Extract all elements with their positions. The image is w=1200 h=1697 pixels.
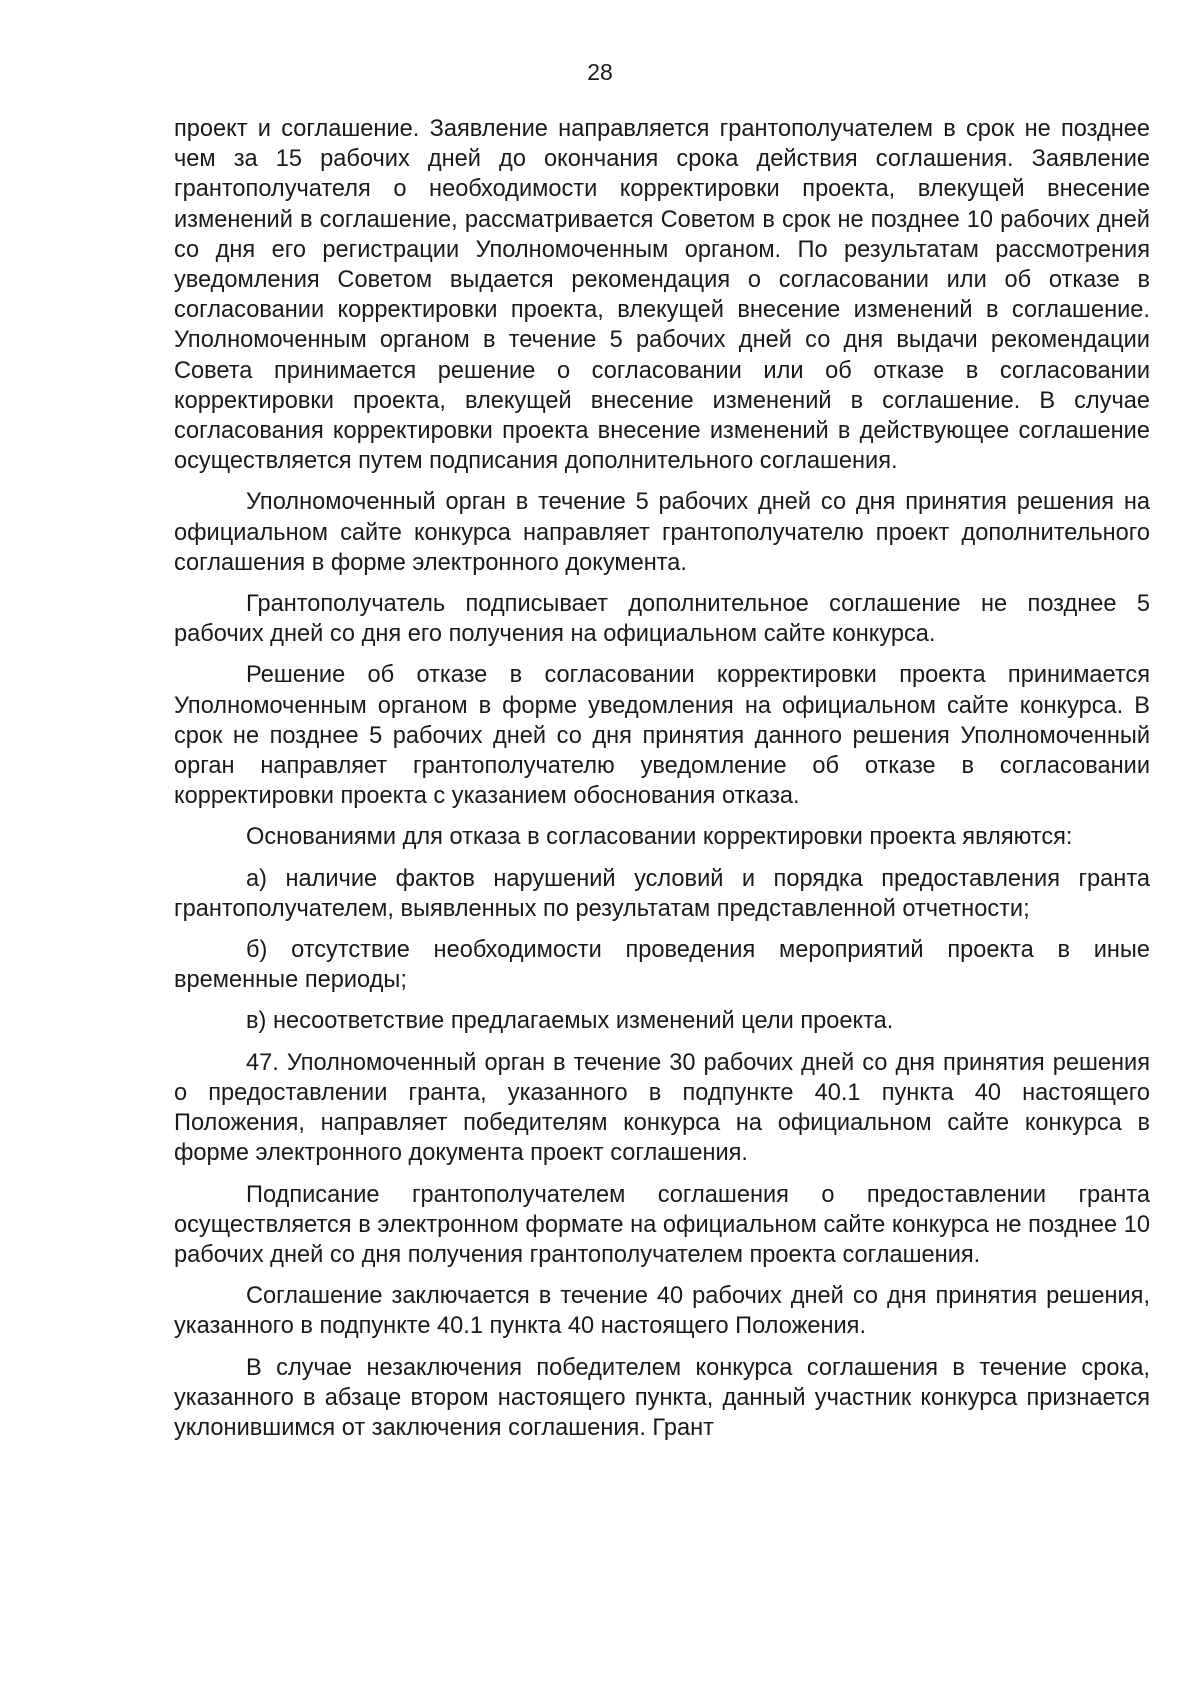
paragraph-continuation: проект и соглашение. Заявление направляется грантополучателем в срок не позднее чем за 15 рабочих дней до окончания срока действия соглашения. Заявление грантополучателя о необходимости корректировки проекта, влекущей внесение изменений в соглашение, рассматривается Советом в срок не позднее 10 рабочих дней со дня его регистрации Уполномоченным органом. По результатам рассмотрения уведомления Советом выдается рекомендация о согласовании или об отказе в согласовании корректировки проекта, влекущей внесение изменений в соглашение. Уполномоченным органом в течение 5 рабочих дней со дня выдачи рекомендации Совета принимается решение о согласовании или об отказе в согласовании корректировки проекта, влекущей внесение изменений в соглашение. В случае согласования корректировки проекта внесение изменений в действующее соглашение осуществляется путем подписания дополнительного соглашения. <box>174 116 1150 475</box>
page-number: 28 <box>587 59 613 85</box>
paragraph-additional-agreement-signing: Грантополучатель подписывает дополнительное соглашение не позднее 5 рабочих дней со дня его получения на официальном сайте конкурса. <box>174 591 1150 648</box>
list-item-b: б) отсутствие необходимости проведения мероприятий проекта в иные временные периоды; <box>174 937 1150 994</box>
paragraph-non-conclusion: В случае незаключения победителем конкурса соглашения в течение срока, указанного в абзаце втором настоящего пункта, данный участник конкурса признается уклонившимся от заключения соглашения. Грант <box>174 1354 1150 1441</box>
paragraph-agreement-conclusion: Соглашение заключается в течение 40 рабочих дней со дня принятия решения, указанного в подпункте 40.1 пункта 40 настоящего Положения. <box>174 1283 1150 1340</box>
paragraph-refusal-grounds: Основаниями для отказа в согласовании корректировки проекта являются: <box>246 824 1073 851</box>
paragraph-refusal-decision: Решение об отказе в согласовании корректировки проекта принимается Уполномоченным органом в форме уведомления на официальном сайте конкурса. В срок не позднее 5 рабочих дней со дня принятия данного решения Уполномоченный орган направляет грантополучателю уведомление об отказе в согласовании корректировки проекта с указанием обоснования отказа. <box>174 662 1150 810</box>
paragraph-agreement-signing: Подписание грантополучателем соглашения о предоставлении гранта осуществляется в электронном формате на официальном сайте конкурса не позднее 10 рабочих дней со дня получения грантополучателем проекта соглашения. <box>174 1181 1150 1268</box>
list-item-v: в) несоответствие предлагаемых изменений цели проекта. <box>246 1008 894 1035</box>
paragraph-clause-47: 47. Уполномоченный орган в течение 30 рабочих дней со дня принятия решения о предоставлении гранта, указанного в подпункте 40.1 пункта 40 настоящего Положения, направляет победителям конкурса на официальном сайте конкурса в форме электронного документа проект соглашения. <box>174 1049 1150 1167</box>
list-item-a: а) наличие фактов нарушений условий и порядка предоставления гранта грантополучателем, выявленных по результатам представленной отчетности; <box>174 865 1150 922</box>
document-body <box>174 114 1150 1454</box>
paragraph-additional-agreement-sending: Уполномоченный орган в течение 5 рабочих дней со дня принятия решения на официальном сайте конкурса направляет грантополучателю проект дополнительного соглашения в форме электронного документа. <box>174 489 1150 576</box>
